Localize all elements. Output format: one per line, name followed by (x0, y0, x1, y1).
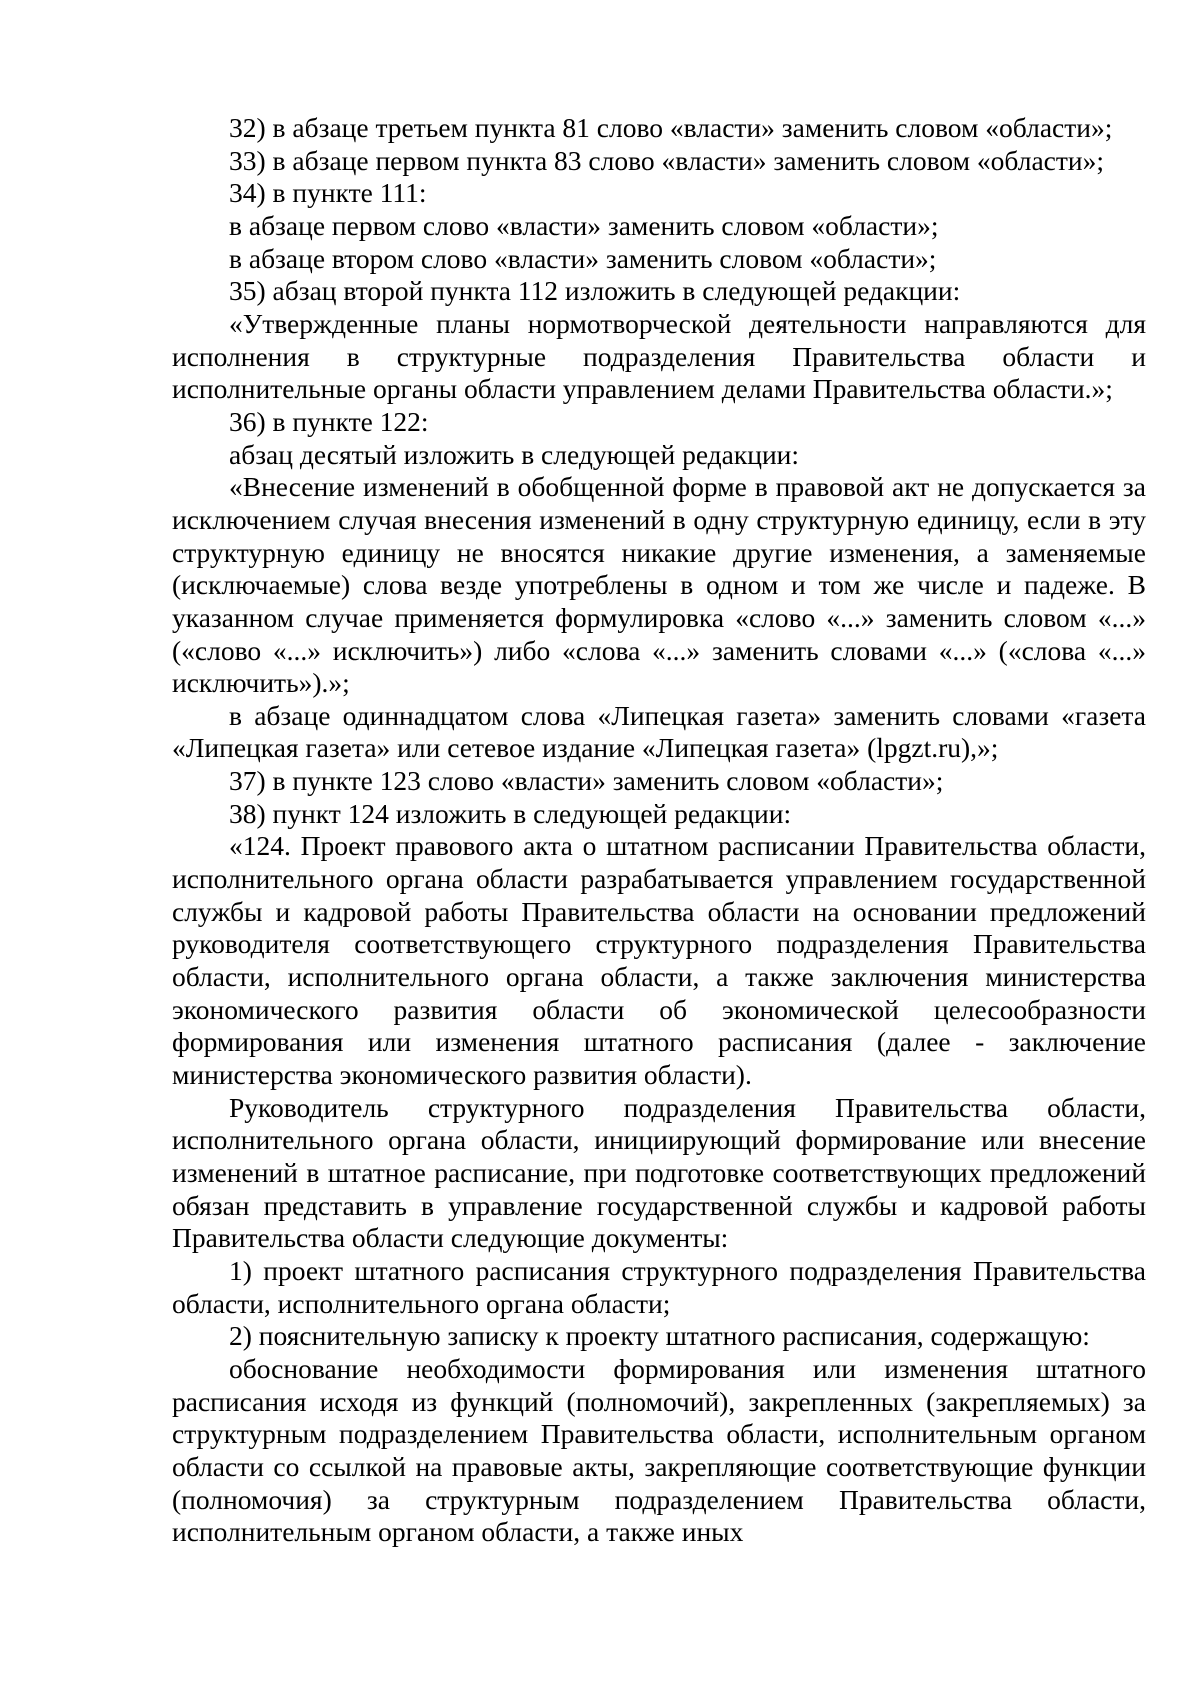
paragraph-sub-second: в абзаце втором слово «власти» заменить словом «области»; (229, 242, 937, 274)
paragraph-quote-122: «Внесение изменений в обобщенной форме в правовой акт не допускается за исключением случая внесения изменений в одну структурную единицу, если в эту структурную единицу не вносятся никакие другие изменения, а заменяемые (исключаемые) слова везде употреблены в одном и том же числе и падеже. В указанном случае применяется формулировка «слово «...» заменить словом «...» («слово «...» исключить») либо «слова «...» заменить словами «...» («слова «...» исключить»).»; (172, 471, 1146, 699)
paragraph-item-34: 34) в пункте 111: (229, 177, 427, 209)
paragraph-doc-2: 2) пояснительную записку к проекту штатного расписания, содержащую: (229, 1320, 1090, 1352)
paragraph-item-32: 32) в абзаце третьем пункта 81 слово «власти» заменить словом «области»; (229, 112, 1113, 143)
paragraph-head-duties: Руководитель структурного подразделения Правительства области, исполнительного органа области, инициирующий формирование или внесение изменений в штатное расписание, при подготовке соответствующих предложений обязан представить в управление государственной службы и кадровой работы Правительства области следующие документы: (172, 1091, 1146, 1254)
paragraph-sub-tenth: абзац десятый изложить в следующей редакции: (229, 438, 800, 470)
paragraph-item-35: 35) абзац второй пункта 112 изложить в следующей редакции: (229, 275, 961, 307)
paragraph-item-36: 36) в пункте 122: (229, 405, 429, 437)
paragraph-item-37: 37) в пункте 123 слово «власти» заменить словом «области»; (229, 765, 944, 797)
paragraph-doc-1: 1) проект штатного расписания структурного подразделения Правительства области, исполнительного органа области; (172, 1254, 1146, 1319)
paragraph-quote-124: «124. Проект правового акта о штатном расписании Правительства области, исполнительного органа области разрабатывается управлением государственной службы и кадровой работы Правительства области на основании предложений руководителя соответствующего структурного подразделения Правительства области, исполнительного органа области, а также заключения министерства экономического развития области об экономической целесообразности формирования или изменения штатного расписания (далее - заключение министерства экономического развития области). (172, 830, 1146, 1091)
document-body (172, 112, 1146, 1549)
paragraph-item-38: 38) пункт 124 изложить в следующей редакции: (229, 797, 792, 829)
paragraph-sub-eleventh: в абзаце одиннадцатом слова «Липецкая газета» заменить словами «газета «Липецкая газета» или сетевое издание «Липецкая газета» (lpgzt.ru),»; (172, 699, 1146, 764)
paragraph-quote-112: «Утвержденные планы нормотворческой деятельности направляются для исполнения в структурные подразделения Правительства области и исполнительные органы области управлением делами Правительства области.»; (172, 307, 1146, 405)
paragraph-sub-first: в абзаце первом слово «власти» заменить словом «области»; (229, 209, 939, 241)
paragraph-justification: обоснование необходимости формирования или изменения штатного расписания исходя из функций (полномочий), закрепленных (закрепляемых) за структурным подразделением Правительства области, исполнительным органом области со ссылкой на правовые акты, закрепляющие соответствующие функции (полномочия) за структурным подразделением Правительства области, исполнительным органом области, а также иных (172, 1352, 1146, 1548)
paragraph-item-33: 33) в абзаце первом пункта 83 слово «власти» заменить словом «области»; (229, 144, 1104, 176)
